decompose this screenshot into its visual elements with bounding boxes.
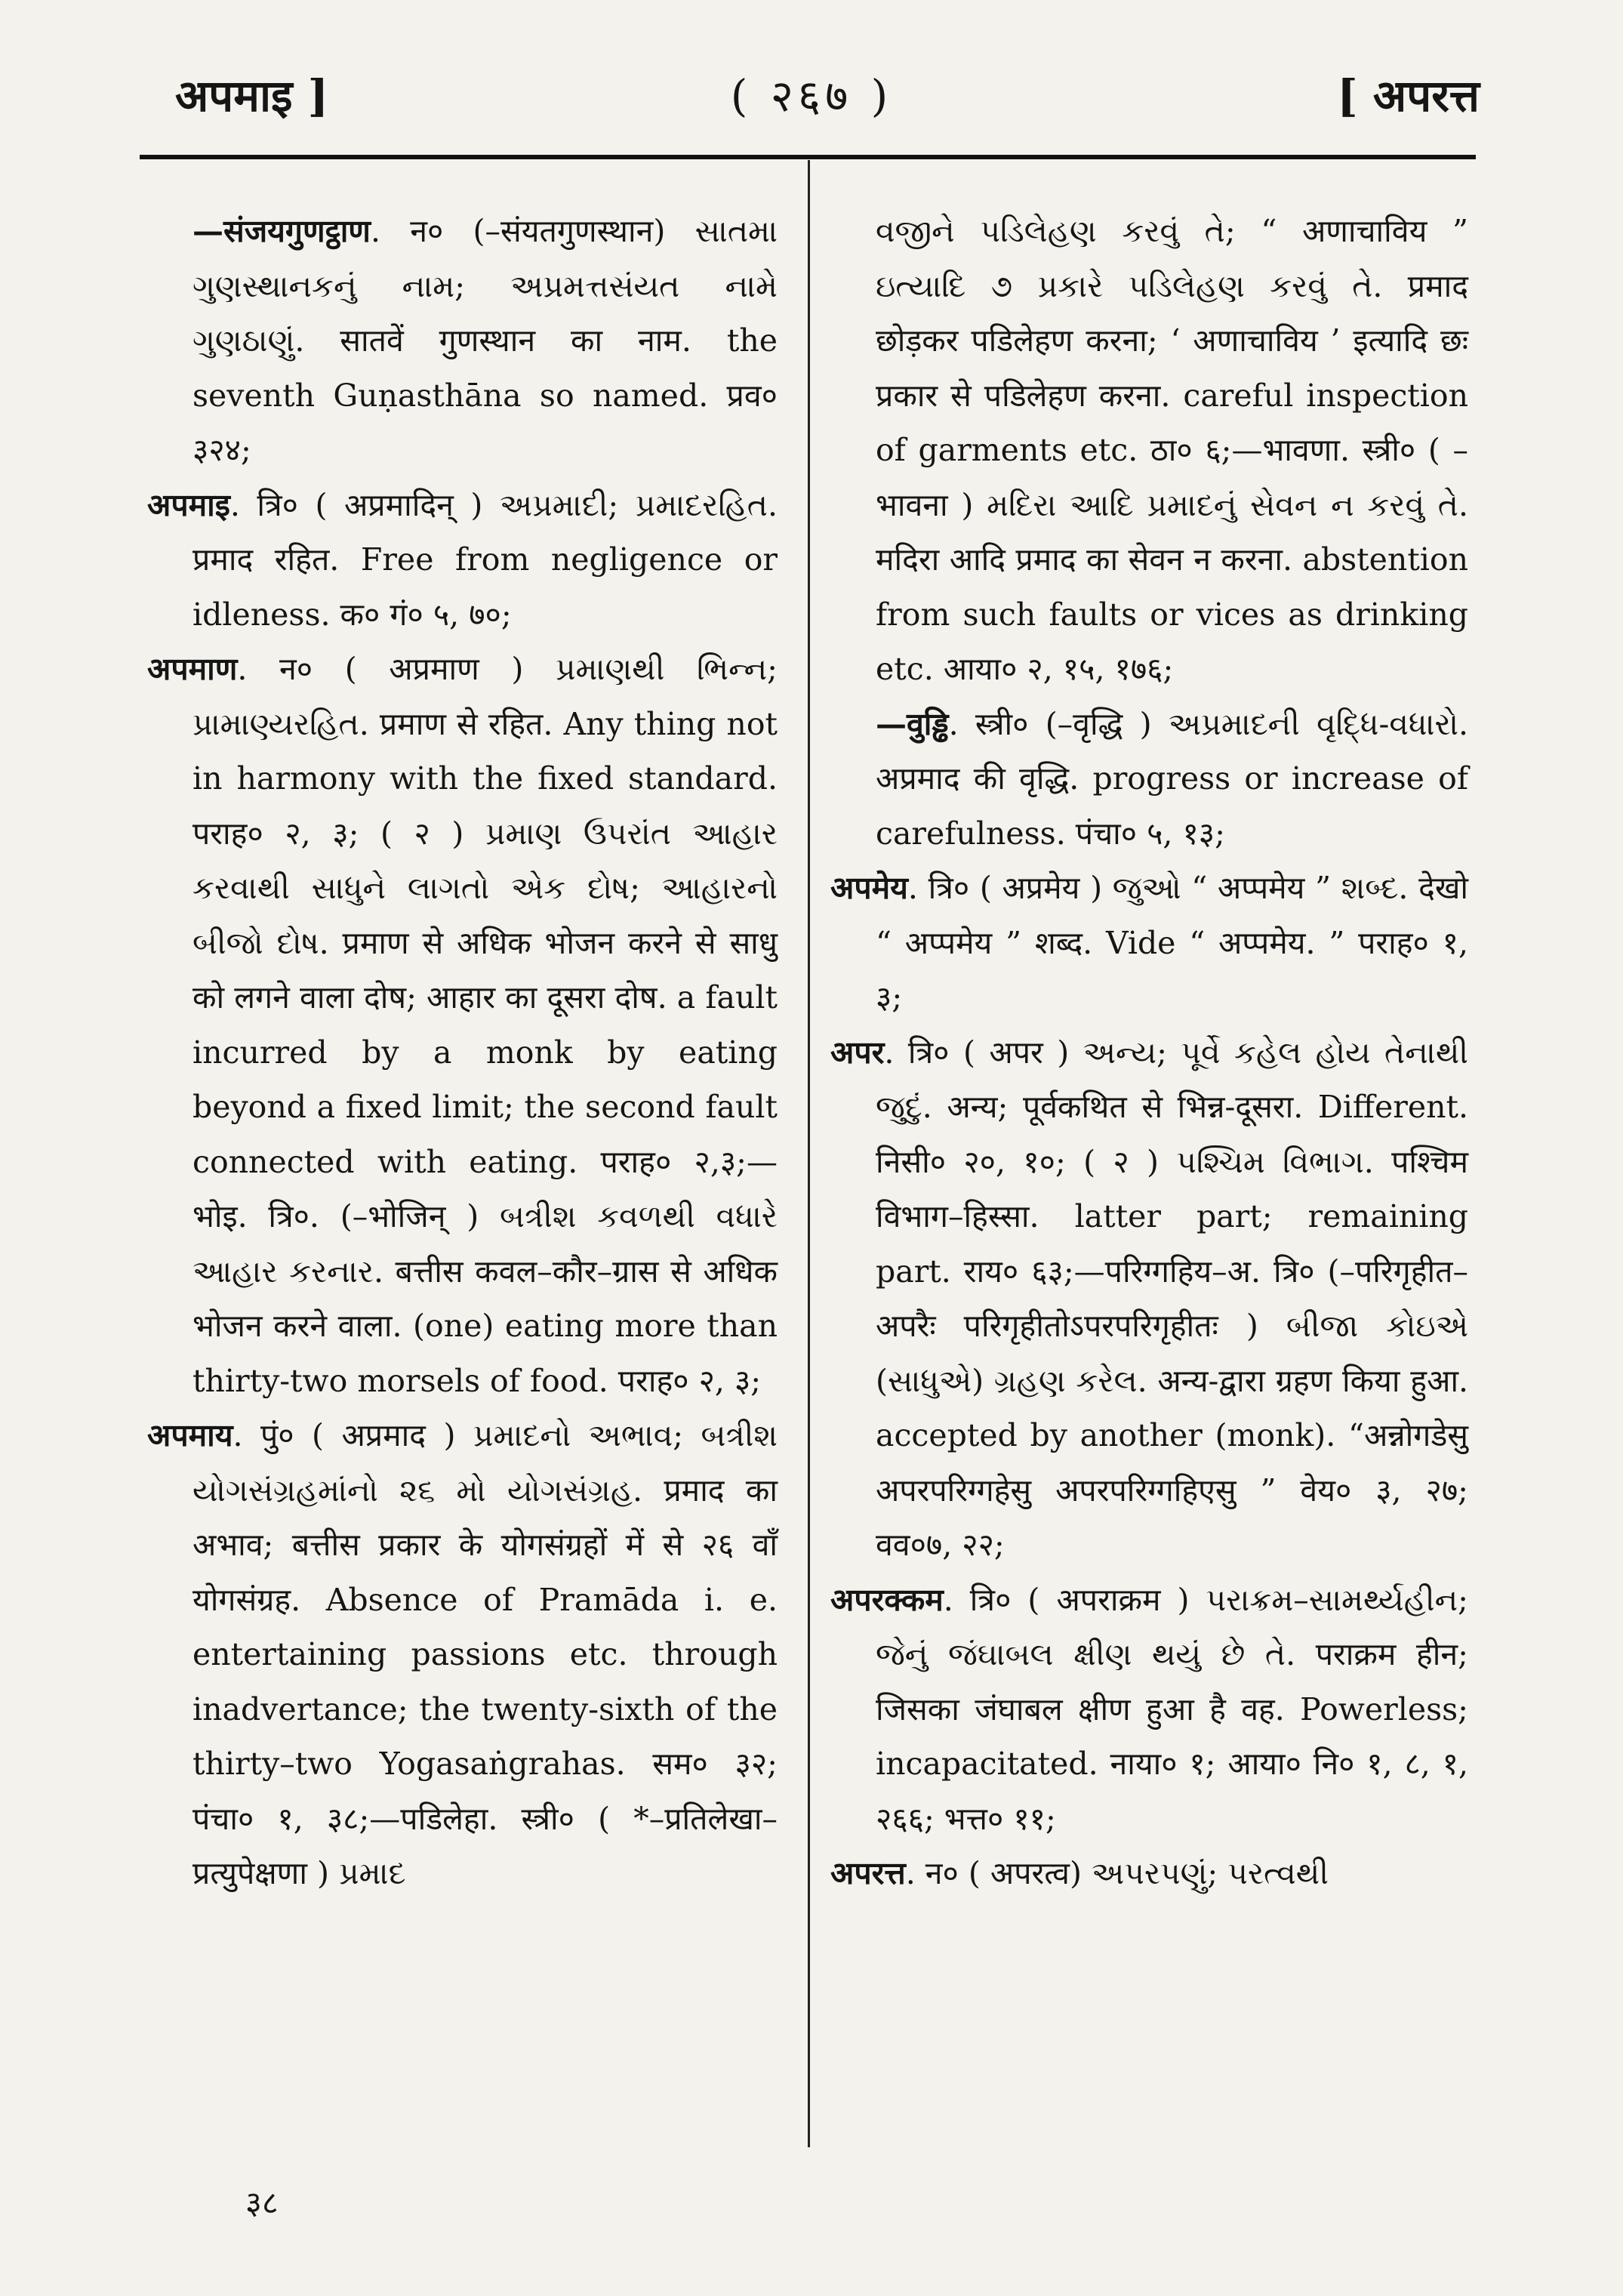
entry-text: . न० ( अपरत्व) અપરપણું; પરત્વથી: [905, 1855, 1329, 1891]
entry-text: . पुं० ( अप्रमाद ) પ્રમાદનો અભાવ; બત્રીશ યોગસંગ્રહમાંનો ૨૬ મો યોગસંગ્રહ. प्रमाद का अभाव; बत्तीस प्रकार के योगसंग्रहों में से २६ वाँ योगसंग्रह. Absence of Pramāda i. e. entertaining passions etc. through inadvertance; the twenty-sixth of the thirty–two Yogasaṅgrahas. सम० ३२; पंचा० १, ३८;—पडिलेहा. स्त्री० ( *–प्रतिलेखा–प्रत्युपेक्षणा ) પ્રમાદ: [192, 1417, 778, 1891]
dictionary-entry: [830, 1846, 1468, 1901]
dictionary-entry: [830, 1573, 1468, 1847]
dictionary-entry: [147, 642, 778, 1408]
entry-text: . स्त्री० (–वृद्धि ) અપ્રમાદની વૃદ્ધિ-વધારો. अप्रमाद की वृद्धि. progress or increase of carefulness. पंचा० ५, १३;: [876, 705, 1468, 852]
entry-headword: अपरक्कम: [830, 1581, 944, 1618]
entry-headword: अपरत्त: [830, 1855, 906, 1891]
entry-headword: अपमेय: [830, 870, 908, 906]
entry-text: વજીને પડિલેહણ કરવું તે; “ अणाचाविय ” ઇત્યાદિ ૭ પ્રકારે પડિલેહણ કરવું તે. प्रमाद छोड़कर पडिलेहण करना; ‘ अणाचाविय ’ इत्यादि छः प्रकार से पडिलेहण करना. careful inspection of garments etc. ठा० ६;—भावणा. स्त्री० ( –भावना ) મદિરા આદિ પ્રમાદનું સેવન ન કરવું તે. मदिरा आदि प्रमाद का सेवन न करना. abstention from such faults or vices as drinking etc. आया० २, १५, १७६;: [876, 213, 1468, 687]
entry-text: . त्रि० ( अपर ) અન્ય; પૂર્વે કહેલ હોય તેનાથી જુદું. अन्य; पूर्वकथित से भिन्न-दूसरा. Different. निसी० २०, १०; ( २ ) પશ્ચિમ વિભાગ. पश्चिम विभाग–हिस्सा. latter part; remaining part. राय० ६३;—परिग्गहिय–अ. त्रि० (–परिगृहीत–अपरैः परिगृहीतोऽपरपरिगृहीतः ) બીજા કોઇએ (સાધુએ) ગ્રહણ કરેલ. अन्य-द्वारा ग्रहण किया हुआ. accepted by another (monk). “अन्नोगडेसु अपरपरिग्गहेसु अपरपरिग्गहिएसु ” वेय० ३, २७; वव०७, २२;: [876, 1034, 1468, 1563]
entry-text: . त्रि० ( अपराक्रम ) પરાક્રમ–સામર્થ્યહીન; જેનું જંઘાબલ ક્ષીણ થયું છે તે. पराक्रम हीन; जिसका जंघाबल क्षीण हुआ है वह. Powerless; incapacitated. नाया० १; आया० नि० १, ८, १, २६६; भत्त० ११;: [876, 1581, 1468, 1837]
entry-headword: —संजयगुणट्ठाण: [192, 213, 371, 249]
entry-text: . न० (–संयतगुणस्थान) સાતમા ગુણસ્થાનકનું નામ; અપ્રમત્તસંયત નામે ગુણઠાણું. सातवें गुणस्थान का नाम. the seventh Guṇasthāna so named. प्रव० ३२४;: [192, 213, 778, 468]
dictionary-entry: [830, 204, 1468, 697]
header-right-guide-word: [ अपरत्त: [1337, 70, 1480, 122]
column-divider: [808, 160, 810, 2147]
dictionary-entry: [147, 204, 778, 478]
dictionary-entry: [830, 1025, 1468, 1573]
entry-headword: अपमाइ: [147, 486, 230, 523]
entry-text: . त्रि० ( अप्रमादिन् ) અપ્રમાદી; પ્રમાદરહિત. प्रमाद रहित. Free from negligence or idleness. क० गं० ५, ७०;: [192, 486, 778, 633]
dictionary-entry: [830, 697, 1468, 861]
entry-text: . न० ( अप्रमाण ) પ્રમાણથી ભિન્ન; પ્રામાણ્યરહિત. प्रमाण से रहित. Any thing not in harmony with the fixed standard. पराह० २, ३; ( २ ) પ્રમાણ ઉપરાંત આહાર કરવાથી સાધુને લાગતો એક દોષ; આહારનો બીજો દોષ. प्रमाण से अधिक भोजन करने से साधु को लगने वाला दोष; आहार का दूसरा दोष. a fault incurred by a monk by eating beyond a fixed limit; the second fault connected with eating. पराह० २,३;—भोइ. त्रि०. (–भोजिन् ) બત્રીશ કવળથી વધારે આહાર કરનાર. बत्तीस कवल–कौर–ग्रास से अधिक भोजन करने वाला. (one) eating more than thirty-two morsels of food. पराह० २, ३;: [192, 651, 778, 1399]
left-column: [147, 204, 778, 1901]
dictionary-entry: [830, 861, 1468, 1025]
entry-headword: अपमाय: [147, 1417, 233, 1453]
header-rule: [140, 155, 1476, 159]
dictionary-entry: [147, 478, 778, 643]
page-number: ( २६७ ): [730, 70, 893, 122]
entry-headword: —वुड्ढि: [876, 705, 949, 742]
header-left-guide-word: अपमाइ ]: [175, 70, 329, 122]
entry-headword: अपर: [830, 1034, 885, 1071]
dictionary-entry: [147, 1408, 778, 1901]
entry-text: . त्रि० ( अप्रमेय ) જુઓ “ अप्पमेय ” શબ્દ. देखो “ अप्पमेय ” शब्द. Vide “ अप्पमेय. ” पराह० १, ३;: [876, 870, 1468, 1015]
entry-headword: अपमाण: [147, 651, 238, 687]
right-column: [830, 204, 1468, 1901]
signature-mark: ३८: [245, 2184, 279, 2221]
